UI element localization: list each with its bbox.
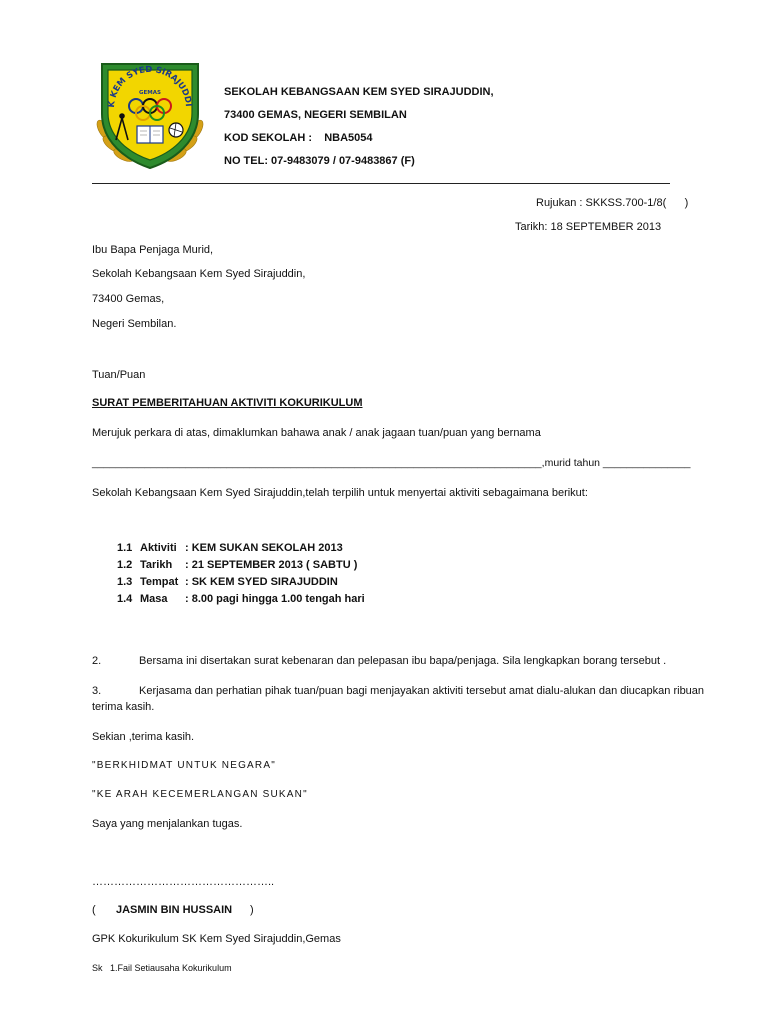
para2-text: Bersama ini disertakan surat kebenaran dan pelepasan ibu bapa/penjaga. Sila lengkapkan borang tersebut . bbox=[139, 655, 667, 667]
recipient-line-2: Sekolah Kebangsaan Kem Syed Sirajuddin, bbox=[92, 268, 306, 280]
school-phone: NO TEL: 07-9483079 / 07-9483867 (F) bbox=[224, 155, 415, 167]
header-divider bbox=[92, 183, 670, 184]
para3-text: Kerjasama dan perhatian pihak tuan/puan bagi menjayakan aktiviti tersebut amat dialu-alukan dan diucapkan ribuan bbox=[139, 685, 705, 697]
duty-line: Saya yang menjalankan tugas. bbox=[92, 818, 243, 830]
school-logo bbox=[92, 56, 208, 172]
signatory-open-paren: ( bbox=[92, 904, 96, 916]
activity-row: 1.4 Masa : 8.00 pagi hingga 1.00 tengah hari bbox=[117, 593, 365, 605]
signatory-position: GPK Kokurikulum SK Kem Syed Sirajuddin,Gemas bbox=[92, 933, 341, 945]
recipient-line-4: Negeri Sembilan. bbox=[92, 318, 177, 330]
logo-arc-text: K KEM SYED SIRAJUDDI bbox=[106, 64, 193, 109]
school-address: 73400 GEMAS, NEGERI SEMBILAN bbox=[224, 109, 407, 121]
motto-2: "KE ARAH KECEMERLANGAN SUKAN" bbox=[92, 789, 308, 800]
signature-dots: ………………………………………….. bbox=[92, 876, 275, 888]
letterhead bbox=[224, 87, 494, 179]
para3-text-continued: terima kasih. bbox=[92, 701, 155, 713]
para2-number: 2. bbox=[92, 655, 102, 667]
activity-row: 1.2 Tarikh : 21 SEPTEMBER 2013 ( SABTU ) bbox=[117, 559, 358, 571]
letter-date: Tarikh: 18 SEPTEMBER 2013 bbox=[515, 221, 662, 233]
recipient-line-3: 73400 Gemas, bbox=[92, 293, 165, 305]
recipient-line-1: Ibu Bapa Penjaga Murid, bbox=[92, 244, 214, 256]
carbon-copy: Sk 1.Fail Setiausaha Kokurikulum bbox=[92, 963, 232, 973]
signatory-name: JASMIN BIN HUSSAIN bbox=[116, 904, 233, 916]
para3-number: 3. bbox=[92, 685, 102, 697]
motto-1: "BERKHIDMAT UNTUK NEGARA" bbox=[92, 760, 276, 771]
school-name: SEKOLAH KEBANGSAAN KEM SYED SIRAJUDDIN, bbox=[224, 86, 494, 98]
reference-number: Rujukan : SKKSS.700-1/8( ) bbox=[536, 197, 689, 209]
logo-subtext: GEMAS bbox=[139, 90, 161, 96]
letter-subject: SURAT PEMBERITAHUAN AKTIVITI KOKURIKULUM bbox=[92, 397, 363, 409]
intro-paragraph: Merujuk perkara di atas, dimaklumkan bahawa anak / anak jagaan tuan/puan yang bernama bbox=[92, 427, 541, 439]
activity-row: 1.3 Tempat : SK KEM SYED SIRAJUDDIN bbox=[117, 576, 338, 588]
student-name-blank: _____________________________________________________________________________,murid tahun _______________ bbox=[92, 457, 691, 469]
salutation: Tuan/Puan bbox=[92, 369, 146, 381]
activity-row: 1.1 Aktiviti : KEM SUKAN SEKOLAH 2013 bbox=[117, 542, 343, 554]
selection-paragraph: Sekolah Kebangsaan Kem Syed Sirajuddin,telah terpilih untuk menyertai aktiviti sebagaimana berikut: bbox=[92, 487, 588, 499]
closing-remark: Sekian ,terima kasih. bbox=[92, 731, 195, 743]
school-code: KOD SEKOLAH : NBA5054 bbox=[224, 132, 373, 144]
signatory-close-paren: ) bbox=[250, 904, 254, 916]
